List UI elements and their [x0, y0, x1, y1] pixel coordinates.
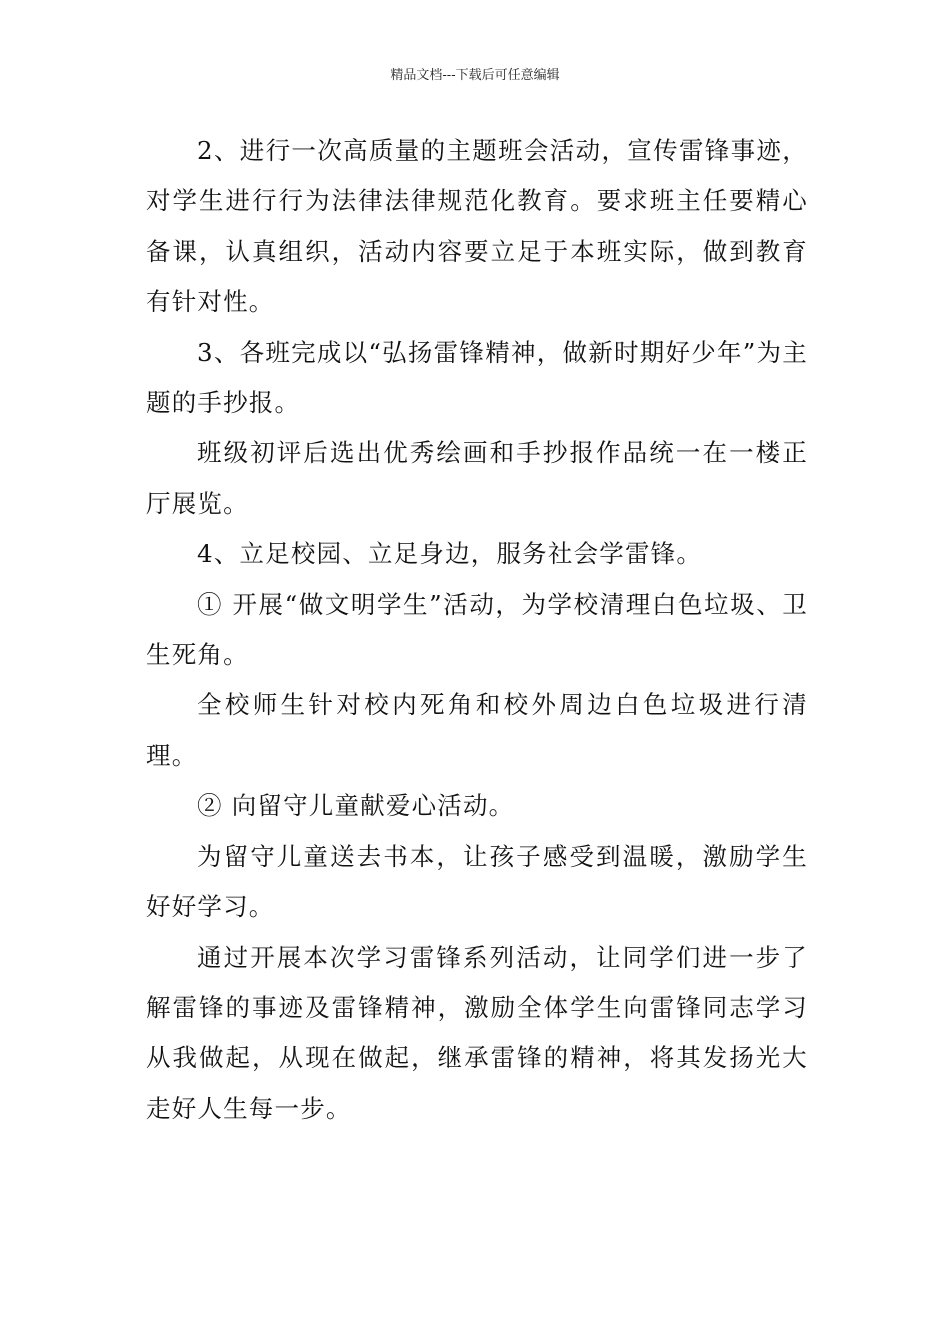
- paragraph-civilized-student: ① 开展“做文明学生”活动，为学校清理白色垃圾、卫生死角。: [146, 589, 808, 670]
- paragraph-cleanup: 全校师生针对校内死角和校外周边白色垃圾进行清理。: [146, 690, 808, 770]
- paragraph-serve-society: 4、立足校园、立足身边，服务社会学雷锋。: [197, 539, 703, 569]
- paragraph-exhibition: 班级初评后选出优秀绘画和手抄报作品统一在一楼正厅展览。: [146, 438, 808, 518]
- paragraph-send-books: 为留守儿童送去书本，让孩子感受到温暖，激励学生好好学习。: [146, 841, 808, 922]
- paragraph-handwritten-newspaper: 3、各班完成以“弘扬雷锋精神，做新时期好少年”为主题的手抄报。: [146, 337, 808, 418]
- paragraph-class-meeting: 2、进行一次高质量的主题班会活动，宣传雷锋事迹，对学生进行行为法律法律规范化教育。要求班主任要精心备课，认真组织，活动内容要立足于本班实际，做到教育有针对性。: [146, 136, 808, 317]
- document-body: [146, 126, 808, 1134]
- paragraph-left-behind-children: ② 向留守儿童献爱心活动。: [197, 791, 515, 821]
- paragraph-conclusion: 通过开展本次学习雷锋系列活动，让同学们进一步了解雷锋的事迹及雷锋精神，激励全体学生向雷锋同志学习从我做起，从现在做起，继承雷锋的精神，将其发扬光大走好人生每一步。: [146, 942, 808, 1123]
- page-header: 精品文档---下载后可任意编辑: [390, 68, 560, 83]
